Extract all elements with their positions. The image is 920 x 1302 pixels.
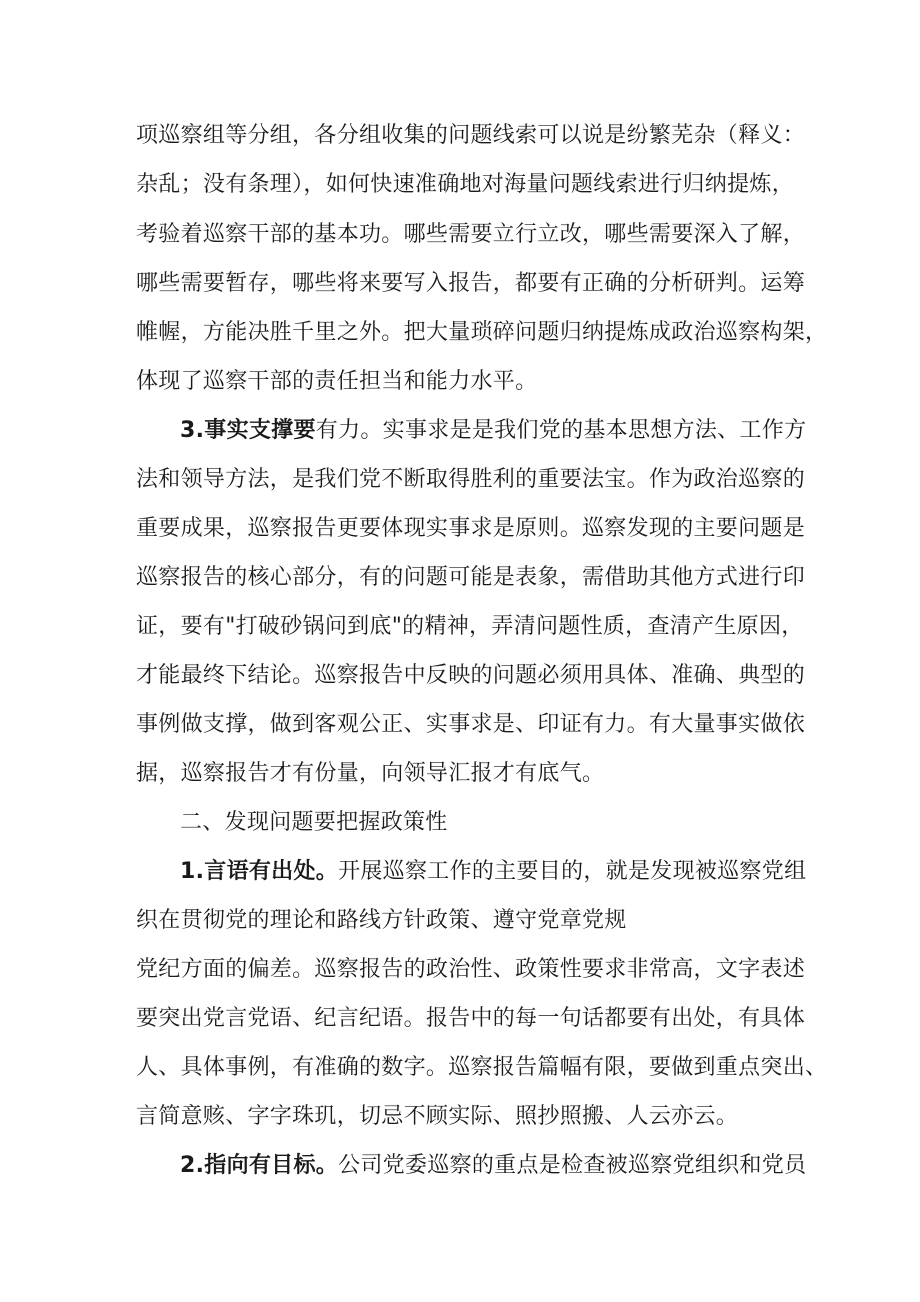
- body-line: 重要成果，巡察报告更要体现实事求是原则。巡察发现的主要问题是: [136, 516, 806, 541]
- body-text: 公司党委巡察的重点是检查被巡察党组织和党员: [338, 1153, 807, 1178]
- body-line: [180, 416, 920, 446]
- body-line: 才能最终下结论。巡察报告中反映的问题必须用具体、准确、典型的: [136, 663, 806, 688]
- body-line: 帷幄，方能决胜千里之外。把大量琐碎问题归纳提炼成政治巡察构架，: [136, 320, 828, 345]
- body-line: 事例做支撑，做到客观公正、实事求是、印证有力。有大量事实做依: [136, 712, 806, 737]
- body-line: 证，要有"打破砂锅问到底"的精神，弄清问题性质，查清产生原因，: [136, 614, 804, 639]
- body-text: 开展巡察工作的主要目的，就是发现被巡察党组: [338, 859, 807, 884]
- body-text: 有力。实事求是是我们党的基本思想方法、工作方: [315, 418, 807, 443]
- body-line: 哪些需要暂存，哪些将来要写入报告，都要有正确的分析研判。运筹: [136, 271, 806, 296]
- body-line: 言简意赅、字字珠玑，切忌不顾实际、照抄照搬、人云亦云。: [136, 1104, 739, 1129]
- body-line: 体现了巡察干部的责任担当和能力水平。: [136, 369, 538, 394]
- item-heading-3: 3.事实支撑要: [180, 418, 316, 443]
- body-line: 人、具体事例，有准确的数字。巡察报告篇幅有限，要做到重点突出、: [136, 1055, 828, 1080]
- body-line: 织在贯彻党的理论和路线方针政策、遵守党章党规: [136, 908, 627, 933]
- body-line: 项巡察组等分组，各分组收集的问题线索可以说是纷繁芜杂（释义：: [136, 123, 806, 148]
- item-heading-2: 2.指向有目标。: [180, 1153, 339, 1178]
- section-heading: 二、发现问题要把握政策性: [180, 810, 448, 835]
- body-line: 据，巡察报告才有份量，向领导汇报才有底气。: [136, 761, 605, 786]
- body-line: 法和领导方法，是我们党不断取得胜利的重要法宝。作为政治巡察的: [136, 467, 806, 492]
- body-line: 要突出党言党语、纪言纪语。报告中的每一句话都要有出处，有具体: [136, 1006, 806, 1031]
- body-line: [180, 1151, 920, 1181]
- body-line: 考验着巡察干部的基本功。哪些需要立行立改，哪些需要深入了解，: [136, 222, 806, 247]
- body-line: 杂乱；没有条理），如何快速准确地对海量问题线索进行归纳提炼，: [136, 172, 795, 197]
- body-line: 党纪方面的偏差。巡察报告的政治性、政策性要求非常高，文字表述: [136, 957, 806, 982]
- body-line: [180, 857, 920, 887]
- item-heading-1: 1.言语有出处。: [180, 859, 339, 884]
- body-line: 巡察报告的核心部分，有的问题可能是表象，需借助其他方式进行印: [136, 565, 806, 590]
